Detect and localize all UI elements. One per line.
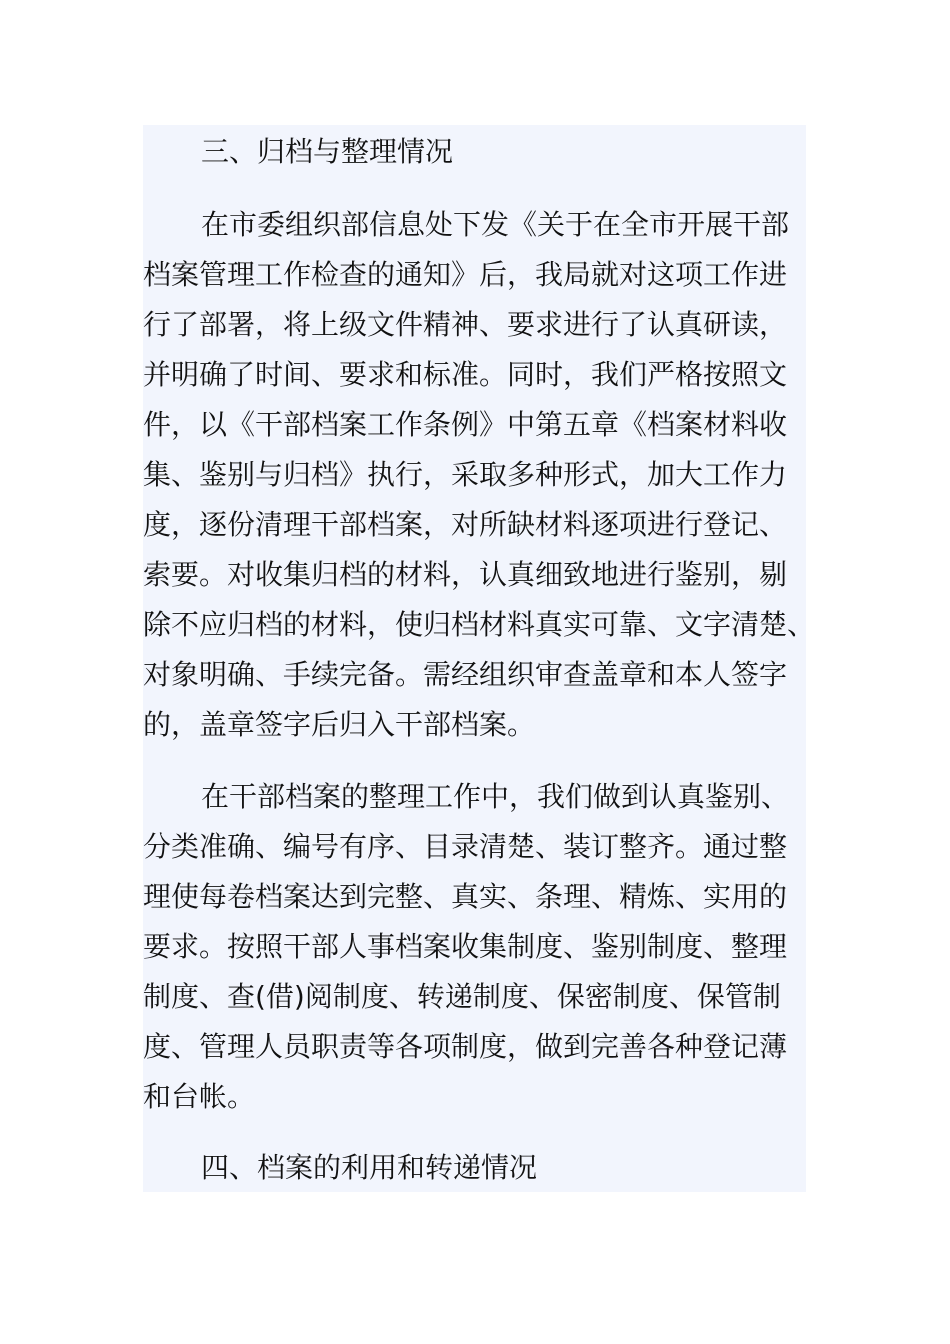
paragraph-line: 并明确了时间、要求和标准。同时，我们严格按照文 <box>143 358 788 391</box>
paragraph-line: 对象明确、手续完备。需经组织审查盖章和本人签字 <box>143 658 788 691</box>
paragraph-line: 件，以《干部档案工作条例》中第五章《档案材料收 <box>143 408 788 441</box>
paragraph-line: 分类准确、编号有序、目录清楚、装订整齐。通过整 <box>143 830 788 863</box>
paragraph-line: 在市委组织部信息处下发《关于在全市开展干部 <box>201 208 790 241</box>
heading-text: 三、归档与整理情况 <box>201 135 454 168</box>
paragraph-line: 度，逐份清理干部档案，对所缺材料逐项进行登记、 <box>143 508 788 541</box>
paragraph-line: 集、鉴别与归档》执行，采取多种形式，加大工作力 <box>143 458 788 491</box>
paragraph-filing <box>143 200 815 750</box>
heading-text: 四、档案的利用和转递情况 <box>201 1151 538 1184</box>
paragraph-line: 在干部档案的整理工作中，我们做到认真鉴别、 <box>201 780 790 813</box>
paragraph-line: 行了部署，将上级文件精神、要求进行了认真研读， <box>143 308 788 341</box>
paragraph-sorting <box>143 772 789 1122</box>
paragraph-line: 度、管理人员职责等各项制度，做到完善各种登记薄 <box>143 1030 788 1063</box>
paragraph-line: 除不应归档的材料，使归档材料真实可靠、文字清楚、 <box>143 608 816 641</box>
paragraph-line: 理使每卷档案达到完整、真实、条理、精炼、实用的 <box>143 880 788 913</box>
document-text-block <box>143 125 816 1192</box>
paragraph-line: 的，盖章签字后归入干部档案。 <box>143 708 536 741</box>
paragraph-line: 和台帐。 <box>143 1080 256 1113</box>
paragraph-line: 要求。按照干部人事档案收集制度、鉴别制度、整理 <box>143 930 788 963</box>
paragraph-line: 制度、查(借)阅制度、转递制度、保密制度、保管制 <box>143 980 781 1013</box>
section-heading-3 <box>143 127 453 177</box>
paragraph-line: 档案管理工作检查的通知》后，我局就对这项工作进 <box>143 258 788 291</box>
paragraph-line: 索要。对收集归档的材料，认真细致地进行鉴别，剔 <box>143 558 788 591</box>
section-heading-4 <box>143 1143 537 1193</box>
